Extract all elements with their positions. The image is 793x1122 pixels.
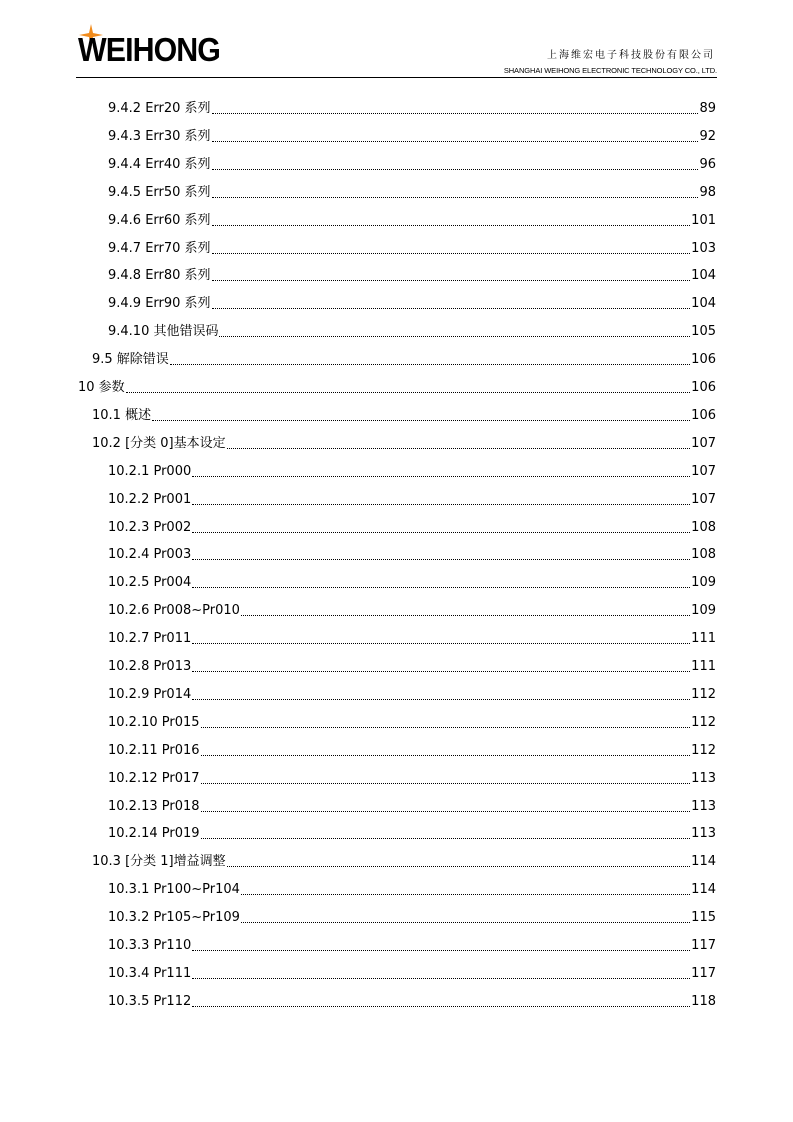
toc-entry[interactable] [108, 126, 716, 146]
toc-entry-page-number: 107 [691, 435, 716, 451]
toc-dot-leader [212, 280, 691, 281]
toc-entry[interactable] [108, 656, 716, 676]
toc-entry-title: 9.4.4 Err40 系列 [108, 156, 211, 172]
toc-entry[interactable] [108, 796, 716, 816]
toc-entry-page-number: 112 [691, 714, 716, 730]
toc-entry[interactable] [108, 461, 716, 481]
toc-entry[interactable] [108, 935, 716, 955]
toc-entry[interactable] [108, 572, 716, 592]
toc-dot-leader [227, 866, 691, 867]
toc-entry[interactable] [108, 712, 716, 732]
toc-dot-leader [241, 615, 690, 616]
toc-entry[interactable] [108, 600, 716, 620]
toc-entry[interactable] [108, 963, 716, 983]
toc-dot-leader [192, 476, 690, 477]
toc-entry-title: 10.2.6 Pr008~Pr010 [108, 603, 240, 619]
toc-entry-page-number: 107 [691, 463, 716, 479]
toc-dot-leader [241, 922, 690, 923]
toc-entry-page-number: 89 [699, 101, 716, 116]
toc-entry[interactable] [108, 210, 716, 230]
toc-entry-title: 10.2.5 Pr004 [108, 575, 192, 591]
toc-entry[interactable] [108, 265, 716, 285]
toc-dot-leader [192, 643, 690, 644]
toc-entry[interactable] [108, 684, 716, 704]
toc-dot-leader [170, 364, 690, 365]
toc-dot-leader [241, 894, 690, 895]
toc-entry[interactable] [108, 740, 716, 760]
toc-dot-leader [192, 504, 690, 505]
toc-entry-page-number: 117 [691, 965, 716, 981]
toc-entry-title: 9.4.3 Err30 系列 [108, 128, 211, 144]
toc-entry[interactable] [108, 321, 716, 341]
toc-dot-leader [212, 197, 699, 198]
toc-dot-leader [212, 141, 699, 142]
toc-entry[interactable] [92, 851, 716, 871]
toc-dot-leader [192, 1006, 690, 1007]
company-name-chinese: 上海维宏电子科技股份有限公司 [547, 50, 715, 61]
toc-entry-page-number: 109 [691, 603, 716, 619]
toc-entry[interactable] [108, 98, 716, 118]
toc-entry-page-number: 92 [699, 128, 716, 144]
toc-entry-page-number: 106 [691, 407, 716, 423]
toc-entry[interactable] [108, 517, 716, 537]
toc-entry-page-number: 117 [691, 938, 716, 953]
toc-entry-title: 9.4.8 Err80 系列 [108, 268, 211, 284]
toc-entry-title: 10.2.8 Pr013 [108, 659, 192, 674]
toc-entry-title: 9.4.6 Err60 系列 [108, 212, 211, 228]
toc-entry[interactable] [108, 879, 716, 899]
toc-entry-title: 10 参数 [78, 380, 125, 395]
company-name-english: SHANGHAI WEIHONG ELECTRONIC TECHNOLOGY CO., LTD. [503, 66, 717, 75]
toc-dot-leader [192, 532, 690, 533]
toc-dot-leader [201, 755, 691, 756]
toc-entry[interactable] [108, 907, 716, 927]
toc-entry-page-number: 103 [691, 240, 716, 256]
toc-dot-leader [212, 113, 699, 114]
toc-entry-page-number: 108 [691, 547, 716, 563]
toc-entry-page-number: 111 [691, 631, 716, 647]
toc-entry-page-number: 105 [691, 324, 716, 340]
toc-entry-page-number: 106 [691, 380, 716, 395]
toc-entry-page-number: 101 [691, 212, 716, 228]
toc-entry-page-number: 96 [699, 156, 716, 172]
toc-entry-title: 10.3.5 Pr112 [108, 993, 192, 1009]
toc-entry-page-number: 104 [691, 296, 716, 312]
toc-entry-page-number: 115 [691, 910, 716, 926]
toc-entry-title: 10.2.7 Pr011 [108, 631, 192, 647]
toc-dot-leader [152, 420, 690, 421]
toc-entry-page-number: 106 [691, 352, 716, 368]
toc-entry-title: 10.3.2 Pr105~Pr109 [108, 910, 240, 926]
toc-entry-page-number: 109 [691, 575, 716, 591]
toc-entry[interactable] [78, 377, 716, 397]
toc-dot-leader [192, 671, 690, 672]
toc-entry-page-number: 118 [691, 993, 716, 1009]
toc-entry[interactable] [108, 628, 716, 648]
toc-dot-leader [192, 950, 690, 951]
toc-dot-leader [192, 559, 690, 560]
toc-dot-leader [219, 336, 690, 337]
toc-entry-page-number: 114 [691, 854, 716, 870]
toc-dot-leader [201, 838, 691, 839]
toc-entry-title: 10.2.10 Pr015 [108, 714, 200, 730]
toc-entry[interactable] [108, 544, 716, 564]
toc-dot-leader [227, 448, 691, 449]
toc-entry-title: 10.2.2 Pr001 [108, 491, 192, 507]
toc-dot-leader [212, 169, 699, 170]
toc-dot-leader [192, 978, 690, 979]
toc-entry-page-number: 112 [691, 686, 716, 702]
toc-entry-title: 10.2.11 Pr016 [108, 742, 200, 758]
toc-entry-page-number: 114 [691, 882, 716, 898]
toc-entry-title: 10.3.4 Pr111 [108, 965, 192, 981]
toc-entry-page-number: 107 [691, 491, 716, 507]
company-logo: WEIHONG [78, 31, 220, 68]
toc-entry-page-number: 104 [691, 268, 716, 284]
toc-entry-page-number: 113 [691, 798, 716, 814]
toc-entry-title: 10.3 [分类 1]增益调整 [92, 854, 226, 870]
toc-entry-title: 10.3.1 Pr100~Pr104 [108, 882, 240, 898]
toc-dot-leader [192, 699, 690, 700]
toc-dot-leader [201, 783, 691, 784]
toc-entry-title: 9.4.5 Err50 系列 [108, 184, 211, 200]
toc-entry[interactable] [92, 349, 716, 369]
toc-entry[interactable] [108, 182, 716, 202]
toc-entry[interactable] [108, 823, 716, 843]
toc-entry[interactable] [108, 768, 716, 788]
toc-entry-title: 9.5 解除错误 [92, 352, 169, 368]
toc-entry[interactable] [92, 433, 716, 453]
toc-entry-page-number: 108 [691, 519, 716, 535]
toc-entry-title: 10.2 [分类 0]基本设定 [92, 435, 226, 451]
toc-dot-leader [201, 811, 691, 812]
toc-entry-page-number: 111 [691, 659, 716, 674]
toc-entry-title: 10.2.4 Pr003 [108, 547, 192, 563]
toc-entry-title: 10.2.12 Pr017 [108, 770, 200, 786]
toc-entry-page-number: 98 [699, 184, 716, 200]
toc-entry-title: 10.2.3 Pr002 [108, 519, 192, 535]
toc-entry-title: 10.2.13 Pr018 [108, 798, 200, 814]
toc-dot-leader [212, 253, 691, 254]
toc-dot-leader [126, 392, 690, 393]
toc-entry-title: 10.2.14 Pr019 [108, 826, 200, 842]
toc-entry[interactable] [108, 293, 716, 313]
toc-entry-page-number: 113 [691, 770, 716, 786]
toc-entry-title: 9.4.2 Err20 系列 [108, 101, 211, 116]
toc-entry[interactable] [108, 154, 716, 174]
toc-entry[interactable] [108, 489, 716, 509]
toc-dot-leader [192, 587, 690, 588]
toc-entry[interactable] [108, 238, 716, 258]
toc-dot-leader [212, 225, 691, 226]
toc-entry-title: 9.4.7 Err70 系列 [108, 240, 211, 256]
toc-entry[interactable] [92, 405, 716, 425]
toc-entry[interactable] [108, 991, 716, 1011]
toc-entry-title: 10.2.9 Pr014 [108, 686, 192, 702]
toc-entry-title: 10.3.3 Pr110 [108, 938, 192, 953]
toc-dot-leader [201, 727, 691, 728]
toc-entry-title: 9.4.10 其他错误码 [108, 324, 219, 340]
toc-dot-leader [212, 308, 691, 309]
toc-entry-title: 10.1 概述 [92, 407, 152, 423]
header-divider [76, 77, 717, 78]
toc-entry-page-number: 112 [691, 742, 716, 758]
toc-entry-page-number: 113 [691, 826, 716, 842]
toc-entry-title: 9.4.9 Err90 系列 [108, 296, 211, 312]
toc-entry-title: 10.2.1 Pr000 [108, 463, 192, 479]
page-header [0, 0, 793, 80]
